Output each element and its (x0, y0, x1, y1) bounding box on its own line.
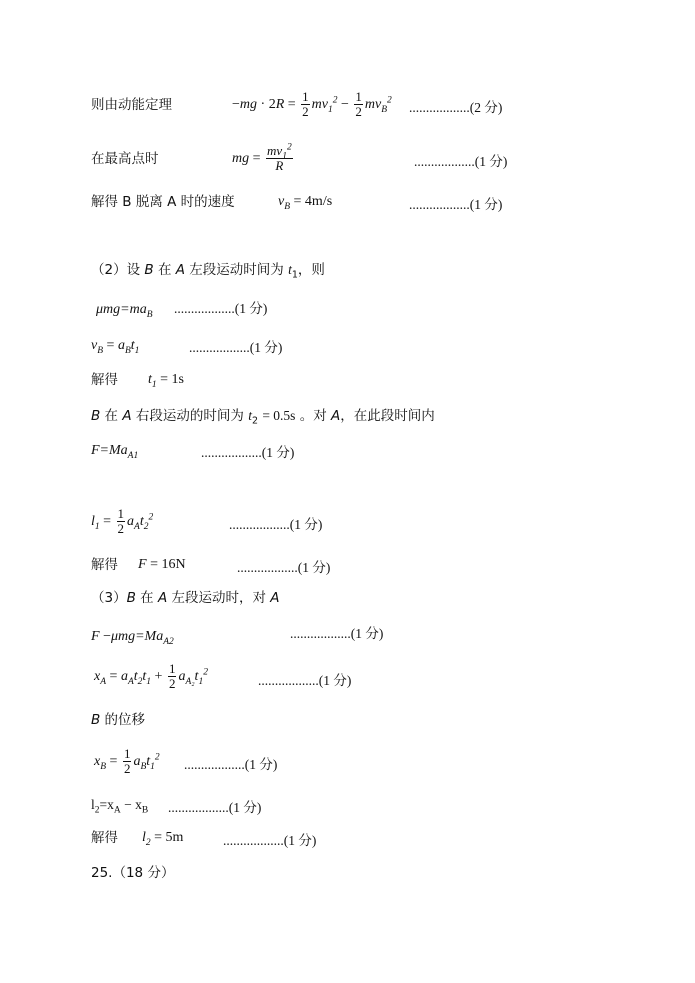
score-line-18: ..................(1 分) (223, 833, 317, 848)
force-equation-a1: $F=Ma_{A1}$ (91, 443, 139, 461)
displacement-l1-equation: $l_1$ = $\frac{1}{2}$ $a_At_2^2$ (91, 506, 154, 537)
score-line-17: ..................(1 分) (168, 800, 262, 815)
score-line-5: ..................(1 分) (174, 301, 268, 316)
question-25-heading: 25.（18 分） (91, 865, 175, 881)
friction-equation: $\mu mg=ma_B$ (96, 302, 153, 320)
score-line-16: ..................(1 分) (184, 757, 278, 772)
velocity-time-equation: $v_B = a_Bt_1$ (91, 338, 140, 356)
part-3-heading: （3）B 在 A 左段运动时，对 A (91, 590, 280, 606)
score-line-6: ..................(1 分) (189, 340, 283, 355)
solve-l2-equation: $l_2 = 5m$ (142, 830, 184, 848)
force-equation-a2: $F -\mu mg=Ma_{A2}$ (91, 629, 174, 647)
displacement-xb-equation: $x_B$ = $\frac{1}{2}$ $a_Bt_1^2$ (94, 746, 160, 777)
kinetic-energy-equation: −mg · 2R = $\frac{1}{2}$ $mv_1^2$ − $\frac{1}{2}$ $mv_B^2$ (232, 89, 392, 120)
highest-point-label: 在最高点时 (91, 151, 159, 167)
displacement-xa-equation: $x_A = a_At_2t_1$ + $\frac{1}{2}$ $a_{A_2}t_1^2$ (94, 661, 208, 692)
score-line-13: ..................(1 分) (290, 626, 384, 641)
solve-f-equation: F = 16N (138, 557, 186, 572)
solve-l2-label: 解得 (91, 830, 118, 846)
score-line-2: ..................(1 分) (414, 154, 508, 169)
displacement-b-label: B 的位移 (91, 712, 146, 728)
score-line-11: ..................(1 分) (237, 560, 331, 575)
solve-t1-equation: $t_1 = 1s$ (148, 372, 184, 390)
score-line-9: ..................(1 分) (201, 445, 295, 460)
part-2-heading: （2）设 B 在 A 左段运动时间为 $t_1$，则 (91, 262, 325, 281)
score-line-14: ..................(1 分) (258, 673, 352, 688)
velocity-b-equation: $v_B = 4m/s$ (278, 194, 333, 212)
score-line-3: ..................(1 分) (409, 197, 503, 212)
score-line-1: ..................(2 分) (409, 100, 503, 115)
highest-point-equation: mg = $\frac{mv_1^2}{R}$ (232, 142, 292, 174)
solve-t1-label: 解得 (91, 372, 118, 388)
velocity-b-label: 解得 B 脱离 A 时的速度 (91, 194, 235, 210)
solve-f-label: 解得 (91, 557, 118, 573)
right-segment-text: B 在 A 右段运动的时间为 $t_2 = 0.5s$ 。对 A，在此段时间内 (91, 408, 435, 427)
length-l2-equation: $l_2=x_A - x_B$ (91, 797, 149, 816)
kinetic-energy-label: 则由动能定理 (91, 97, 172, 113)
score-line-10: ..................(1 分) (229, 517, 323, 532)
